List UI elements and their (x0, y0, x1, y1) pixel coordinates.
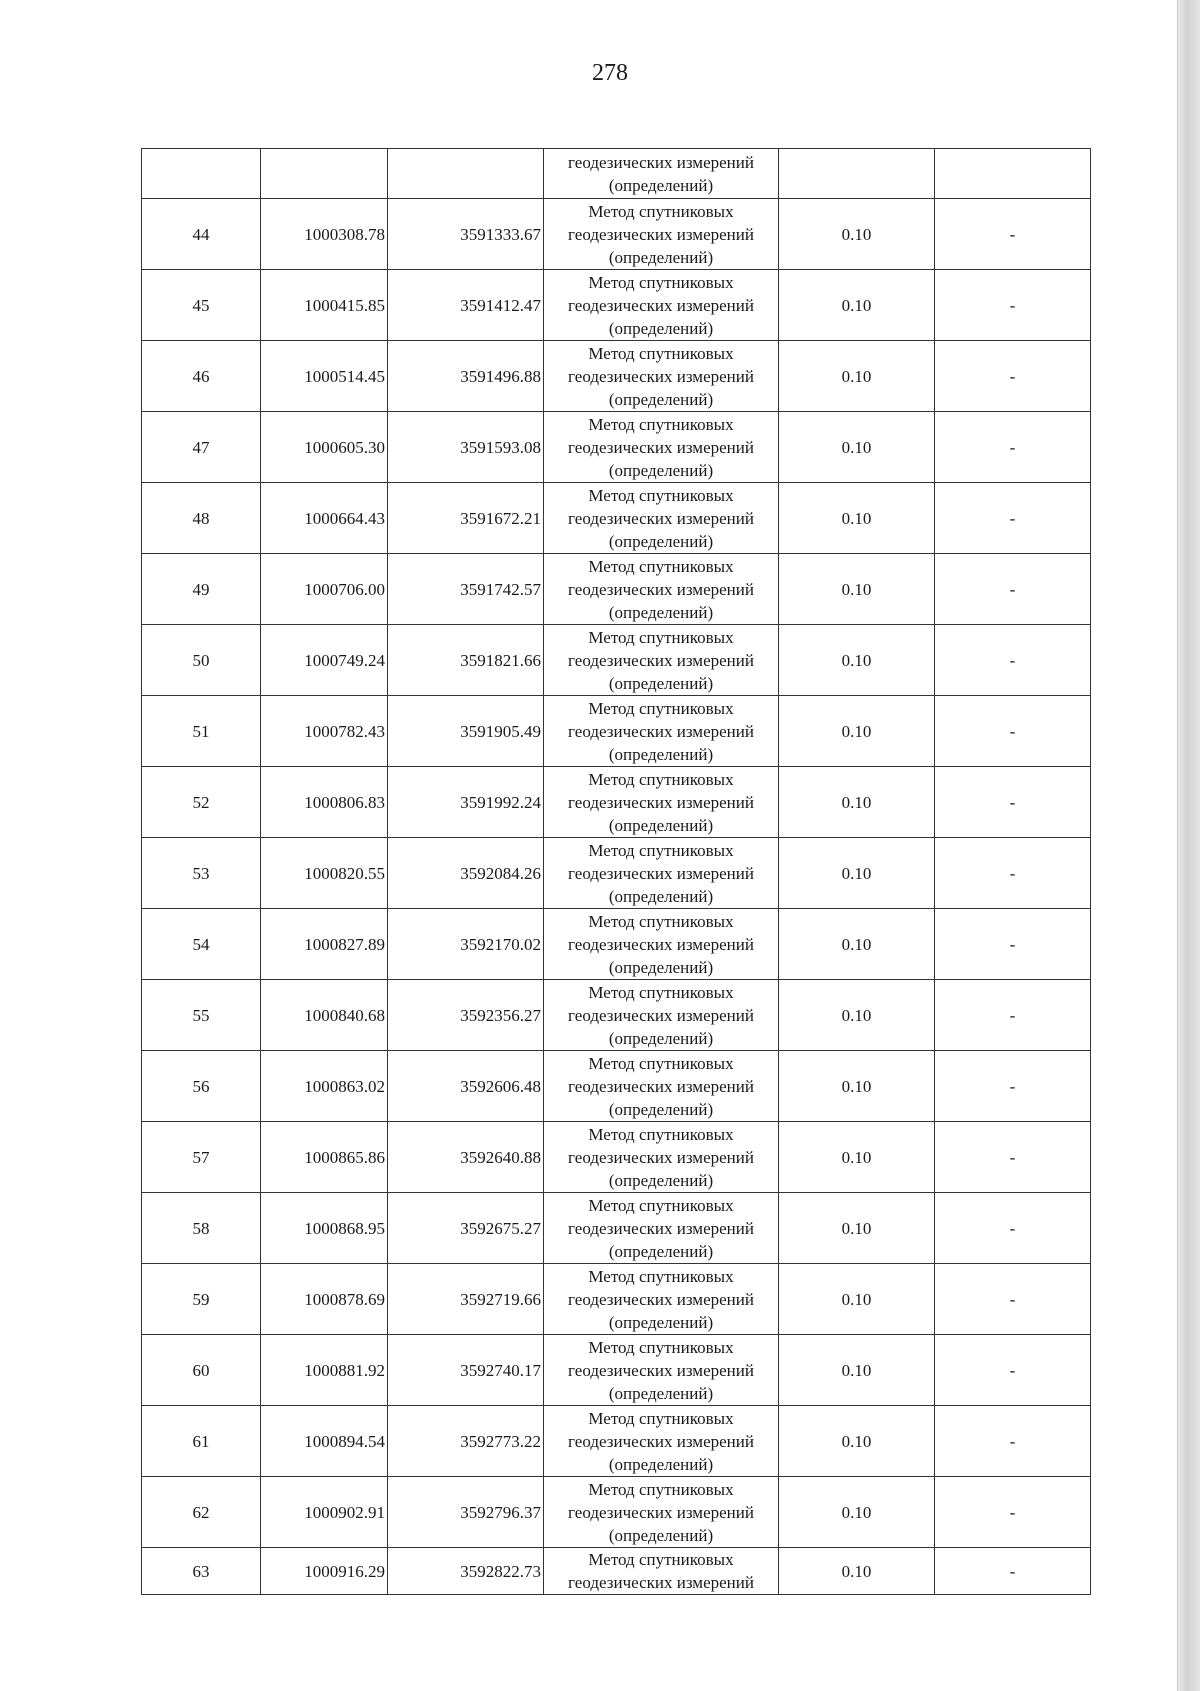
cell-accuracy: 0.10 (779, 1193, 935, 1264)
cell-method (544, 341, 779, 412)
cell-number: 56 (142, 1051, 261, 1122)
table-row (142, 1406, 1091, 1477)
scan-page-edge (1177, 0, 1200, 1691)
method-line-2: геодезических измерений (568, 1431, 754, 1451)
method-line-2: геодезических измерений (568, 934, 754, 954)
table-row (142, 483, 1091, 554)
cell-method (544, 696, 779, 767)
method-line-2: геодезических измерений (568, 721, 754, 741)
cell-method (544, 838, 779, 909)
cell-method (544, 767, 779, 838)
method-line-3: (определений) (608, 175, 714, 195)
method-line-3: (определений) (608, 1170, 714, 1190)
method-line-1: Метод спутниковых (588, 1337, 734, 1357)
cell-method (544, 149, 779, 199)
cell-x: 1000782.43 (261, 696, 388, 767)
cell-y: 3591333.67 (388, 199, 544, 270)
cell-note: - (935, 980, 1091, 1051)
table-row (142, 980, 1091, 1051)
cell-y: 3592822.73 (388, 1548, 544, 1595)
method-line-1: Метод спутниковых (588, 982, 734, 1002)
method-line-2: геодезических измерений (568, 650, 754, 670)
method-line-1: Метод спутниковых (588, 556, 734, 576)
cell-number: 51 (142, 696, 261, 767)
method-line-1: Метод спутниковых (588, 627, 734, 647)
cell-note: - (935, 554, 1091, 625)
cell-y (388, 149, 544, 199)
cell-note: - (935, 199, 1091, 270)
cell-accuracy: 0.10 (779, 412, 935, 483)
cell-y: 3591992.24 (388, 767, 544, 838)
method-line-3: (определений) (608, 957, 714, 977)
table-row (142, 554, 1091, 625)
method-line-2: геодезических измерений (568, 437, 754, 457)
coordinates-table (141, 148, 1091, 1595)
cell-accuracy: 0.10 (779, 980, 935, 1051)
cell-note: - (935, 1122, 1091, 1193)
cell-number: 63 (142, 1548, 261, 1595)
method-line-2: геодезических измерений (568, 366, 754, 386)
method-line-1: Метод спутниковых (588, 1195, 734, 1215)
cell-note: - (935, 767, 1091, 838)
method-line-2: геодезических измерений (568, 579, 754, 599)
method-line-3: (определений) (608, 673, 714, 693)
table-row (142, 1122, 1091, 1193)
table-row (142, 838, 1091, 909)
cell-number: 59 (142, 1264, 261, 1335)
cell-method (544, 1264, 779, 1335)
cell-note: - (935, 838, 1091, 909)
cell-note: - (935, 1193, 1091, 1264)
cell-note: - (935, 341, 1091, 412)
table-row (142, 1335, 1091, 1406)
cell-accuracy: 0.10 (779, 1051, 935, 1122)
cell-accuracy: 0.10 (779, 767, 935, 838)
cell-number: 53 (142, 838, 261, 909)
method-line-3: (определений) (608, 1312, 714, 1332)
method-line-3: (определений) (608, 1454, 714, 1474)
method-line-1: Метод спутниковых (588, 414, 734, 434)
cell-x: 1000868.95 (261, 1193, 388, 1264)
cell-note: - (935, 696, 1091, 767)
method-line-3: (определений) (608, 815, 714, 835)
cell-note: - (935, 270, 1091, 341)
method-line-1: Метод спутниковых (588, 1408, 734, 1428)
table-row (142, 412, 1091, 483)
cell-accuracy: 0.10 (779, 838, 935, 909)
cell-note: - (935, 412, 1091, 483)
cell-y: 3592356.27 (388, 980, 544, 1051)
cell-y: 3592675.27 (388, 1193, 544, 1264)
cell-note (935, 149, 1091, 199)
cell-number: 55 (142, 980, 261, 1051)
method-line-1: Метод спутниковых (588, 1266, 734, 1286)
method-line-3: (определений) (608, 531, 714, 551)
cell-number: 58 (142, 1193, 261, 1264)
method-line-2: геодезических измерений (568, 1289, 754, 1309)
cell-x: 1000863.02 (261, 1051, 388, 1122)
cell-method (544, 270, 779, 341)
cell-accuracy: 0.10 (779, 1477, 935, 1548)
cell-method (544, 625, 779, 696)
method-line-3: (определений) (608, 602, 714, 622)
cell-y: 3592606.48 (388, 1051, 544, 1122)
cell-y: 3591905.49 (388, 696, 544, 767)
table-row-cut (142, 1548, 1091, 1595)
cell-y: 3591496.88 (388, 341, 544, 412)
cell-method (544, 554, 779, 625)
cell-note: - (935, 1548, 1091, 1595)
coordinates-table-body (142, 149, 1091, 1595)
table-row (142, 909, 1091, 980)
cell-x: 1000706.00 (261, 554, 388, 625)
cell-x: 1000415.85 (261, 270, 388, 341)
cell-y: 3592796.37 (388, 1477, 544, 1548)
cell-method (544, 1406, 779, 1477)
cell-note: - (935, 1406, 1091, 1477)
cell-number: 60 (142, 1335, 261, 1406)
cell-note: - (935, 1477, 1091, 1548)
cell-y: 3591672.21 (388, 483, 544, 554)
cell-method (544, 412, 779, 483)
table-row (142, 199, 1091, 270)
cell-accuracy: 0.10 (779, 341, 935, 412)
cell-note: - (935, 625, 1091, 696)
cell-y: 3591593.08 (388, 412, 544, 483)
cell-number: 61 (142, 1406, 261, 1477)
cell-x: 1000916.29 (261, 1548, 388, 1595)
cell-number: 57 (142, 1122, 261, 1193)
cell-method (544, 1193, 779, 1264)
method-line-2: геодезических измерений (568, 295, 754, 315)
method-line-1: Метод спутниковых (588, 1479, 734, 1499)
cell-y: 3592740.17 (388, 1335, 544, 1406)
method-line-3: (определений) (608, 247, 714, 267)
cell-y: 3591742.57 (388, 554, 544, 625)
cell-y: 3592170.02 (388, 909, 544, 980)
method-line-3: (определений) (608, 389, 714, 409)
cell-x: 1000865.86 (261, 1122, 388, 1193)
cell-number: 47 (142, 412, 261, 483)
cell-accuracy (779, 149, 935, 199)
cell-number: 62 (142, 1477, 261, 1548)
cell-x: 1000840.68 (261, 980, 388, 1051)
method-line-2: геодезических измерений (568, 792, 754, 812)
page-number: 278 (592, 60, 628, 86)
method-line-2: геодезических измерений (568, 1360, 754, 1380)
method-line-1: Метод спутниковых (588, 201, 734, 221)
method-line-1: Метод спутниковых (588, 769, 734, 789)
method-line-1: Метод спутниковых (588, 1053, 734, 1073)
cell-accuracy: 0.10 (779, 199, 935, 270)
cell-number: 46 (142, 341, 261, 412)
table-row (142, 1477, 1091, 1548)
cell-method (544, 1477, 779, 1548)
method-line-2: геодезических измерений (568, 1076, 754, 1096)
cell-x: 1000605.30 (261, 412, 388, 483)
cell-method (544, 980, 779, 1051)
method-line-1: Метод спутниковых (588, 1124, 734, 1144)
cell-number: 52 (142, 767, 261, 838)
cell-number: 49 (142, 554, 261, 625)
cell-accuracy: 0.10 (779, 554, 935, 625)
table-row (142, 767, 1091, 838)
cell-method (544, 1548, 779, 1595)
cell-x: 1000820.55 (261, 838, 388, 909)
cell-accuracy: 0.10 (779, 625, 935, 696)
method-line-1: Метод спутниковых (588, 485, 734, 505)
cell-note: - (935, 1051, 1091, 1122)
method-line-3: (определений) (608, 460, 714, 480)
cell-y: 3592719.66 (388, 1264, 544, 1335)
cell-number (142, 149, 261, 199)
method-line-3: (определений) (608, 744, 714, 764)
cell-note: - (935, 1264, 1091, 1335)
method-line-1: Метод спутниковых (588, 272, 734, 292)
method-line-2: геодезических измерений (568, 1147, 754, 1167)
cell-accuracy: 0.10 (779, 483, 935, 554)
cell-x: 1000881.92 (261, 1335, 388, 1406)
cell-accuracy: 0.10 (779, 1264, 935, 1335)
method-line-3: (определений) (608, 318, 714, 338)
method-line-3: (определений) (608, 1525, 714, 1545)
cell-number: 48 (142, 483, 261, 554)
method-line-2: геодезических измерений (568, 1573, 754, 1592)
method-line-3: (определений) (608, 1028, 714, 1048)
cell-accuracy: 0.10 (779, 909, 935, 980)
method-line-1: Метод спутниковых (588, 343, 734, 363)
cell-y: 3592773.22 (388, 1406, 544, 1477)
cell-number: 44 (142, 199, 261, 270)
cell-x: 1000664.43 (261, 483, 388, 554)
method-line-3: (определений) (608, 1241, 714, 1261)
cell-method (544, 483, 779, 554)
cell-note: - (935, 909, 1091, 980)
method-line-1: Метод спутниковых (588, 1550, 734, 1569)
table-row (142, 625, 1091, 696)
method-line-2: геодезических измерений (568, 1218, 754, 1238)
cell-y: 3591412.47 (388, 270, 544, 341)
cell-note: - (935, 1335, 1091, 1406)
method-line-2: геодезических измерений (568, 224, 754, 244)
cell-y: 3591821.66 (388, 625, 544, 696)
cell-method (544, 1051, 779, 1122)
cell-accuracy: 0.10 (779, 696, 935, 767)
cell-method (544, 199, 779, 270)
cell-method (544, 1335, 779, 1406)
cell-number: 45 (142, 270, 261, 341)
cell-note: - (935, 483, 1091, 554)
cell-x: 1000514.45 (261, 341, 388, 412)
cell-accuracy: 0.10 (779, 270, 935, 341)
table-row (142, 1264, 1091, 1335)
cell-x: 1000749.24 (261, 625, 388, 696)
method-line-2: геодезических измерений (568, 1502, 754, 1522)
method-line-2: геодезических измерений (568, 1005, 754, 1025)
cell-x: 1000902.91 (261, 1477, 388, 1548)
cell-x: 1000308.78 (261, 199, 388, 270)
method-line-3: (определений) (608, 1383, 714, 1403)
cell-x (261, 149, 388, 199)
cell-y: 3592640.88 (388, 1122, 544, 1193)
table-row (142, 1051, 1091, 1122)
method-line-3: (определений) (608, 886, 714, 906)
cell-x: 1000806.83 (261, 767, 388, 838)
cell-x: 1000878.69 (261, 1264, 388, 1335)
cell-method (544, 909, 779, 980)
method-line-2: геодезических измерений (568, 508, 754, 528)
cell-accuracy: 0.10 (779, 1406, 935, 1477)
cell-y: 3592084.26 (388, 838, 544, 909)
method-line-2: геодезических измерений (568, 863, 754, 883)
table-row (142, 270, 1091, 341)
method-line-1: Метод спутниковых (588, 840, 734, 860)
method-line-1: Метод спутниковых (588, 911, 734, 931)
cell-number: 50 (142, 625, 261, 696)
method-line-3: (определений) (608, 1099, 714, 1119)
table-row (142, 341, 1091, 412)
cell-number: 54 (142, 909, 261, 980)
cell-accuracy: 0.10 (779, 1122, 935, 1193)
method-line-1: Метод спутниковых (588, 698, 734, 718)
cell-accuracy: 0.10 (779, 1548, 935, 1595)
cell-x: 1000894.54 (261, 1406, 388, 1477)
table-row-continued (142, 149, 1091, 199)
method-line-2: геодезических измерений (568, 152, 754, 172)
cell-method (544, 1122, 779, 1193)
table-row (142, 1193, 1091, 1264)
table-row (142, 696, 1091, 767)
cell-x: 1000827.89 (261, 909, 388, 980)
cell-accuracy: 0.10 (779, 1335, 935, 1406)
